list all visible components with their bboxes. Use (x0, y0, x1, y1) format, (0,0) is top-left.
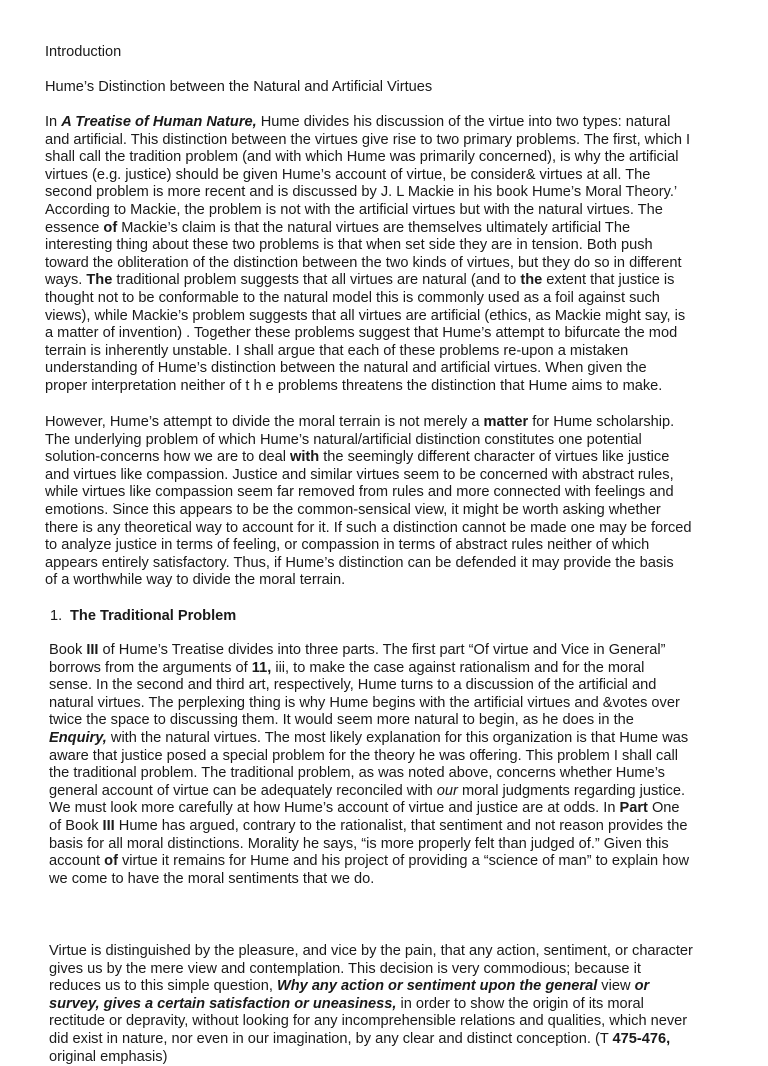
text-line (49, 660, 689, 678)
text-run: in order to show the origin of its moral (396, 995, 644, 1012)
text-run: The underlying problem of which Hume’s natural/artificial distinction constitutes one potential (45, 431, 642, 448)
text-line (49, 978, 693, 996)
text-line (49, 871, 689, 889)
text-line (45, 360, 690, 378)
text-run: In (45, 114, 62, 130)
text-run: interesting thing about these two problems is that when set side they are in tension. Both push (45, 237, 653, 254)
emphasis-run: of (103, 219, 118, 236)
text-line (49, 642, 689, 660)
text-run: the traditional problem. The traditional problem, as was noted above, concerns whether Hume’s (49, 765, 665, 782)
text-run: borrows from the arguments of (49, 659, 252, 676)
text-line (49, 712, 689, 730)
text-line (49, 1031, 693, 1049)
text-run: we come to have the moral sentiments that we do. (49, 870, 375, 887)
text-run: toward the obliteration of the distinction between the two kinds of virtues, but they do so in different (45, 254, 682, 271)
text-line (45, 132, 690, 150)
text-run: Book (49, 642, 87, 658)
text-run: original emphasis) (49, 1048, 168, 1065)
text-run: solution-concerns how we are to deal (45, 449, 290, 466)
text-line (45, 520, 692, 538)
text-line (49, 695, 689, 713)
text-run: understanding of Hume’s distinction between the natural and artificial virtues. When given the (45, 360, 647, 377)
text-line (45, 484, 692, 502)
text-run: natural virtues. The perplexing thing is why Hume begins with the artificial virtues and &votes over (49, 694, 680, 711)
traditional-problem-heading (50, 608, 236, 626)
text-line (45, 149, 690, 167)
text-line (45, 502, 692, 520)
text-run: with the natural virtues. The most likely explanation for this organization is that Hume was (106, 729, 689, 746)
text-run: the seemingly different character of virtues like justice (319, 449, 670, 466)
text-run: virtue it remains for Hume and his project of providing a “science of man” to explain how (117, 853, 689, 870)
text-line (49, 1013, 693, 1031)
text-run: views), while Mackie’s problem suggests that all virtues are artificial (ethics, as Mackie might say, is (45, 307, 686, 324)
emphasis-run: Why any action or sentiment upon the general (276, 978, 598, 995)
section-heading: Hume’s Distinction between the Natural and Artificial Virtues (45, 79, 433, 95)
text-line (49, 730, 689, 748)
text-run: while virtues like compassion seem far removed from rules and more connected with feelings and (45, 484, 674, 501)
text-run: iii, to make the case against rationalism and for the moral (271, 659, 645, 676)
text-line (45, 255, 690, 273)
text-run: a matter of invention) . Together these problems suggest that Hume’s attempt to bifurcate the mod (45, 325, 678, 342)
text-run: of a worthwhile way to divide the moral terrain. (45, 572, 346, 589)
text-run: Mackie’s claim is that the natural virtues are themselves ultimately artificial The (117, 219, 631, 236)
text-run: proper interpretation neither of t h e problems threatens the distinction that Hume aims to make. (45, 377, 663, 394)
emphasis-run: 475-476, (612, 1030, 671, 1047)
emphasis-run: Part (619, 800, 648, 817)
text-line (45, 414, 692, 432)
text-line (45, 237, 690, 255)
text-line (45, 290, 690, 308)
text-run: Hume has argued, contrary to the rationalist, that sentiment and not reason provides the (114, 817, 688, 834)
text-run: thought not to be conformable to the natural model this is commonly used as a foil against such (45, 289, 660, 306)
text-line (45, 449, 692, 467)
text-run: second problem is more recent and is discussed by J. L Mackie in his book Hume’s Moral Theory.’ (45, 184, 678, 201)
text-line (45, 184, 690, 202)
emphasis-run: our (436, 782, 458, 799)
paragraph-2 (45, 414, 692, 590)
text-line (45, 202, 690, 220)
text-line (45, 343, 690, 361)
text-line (45, 167, 690, 185)
text-run: virtues (e.g. justice) should be given Hume’s account of virtue, be consider& virtues at all. The (45, 166, 651, 183)
text-line (49, 853, 689, 871)
text-run: account (49, 853, 105, 870)
text-run: rectitude or depravity, without looking for any incomprehensible relations and qualities, which never (49, 1013, 688, 1030)
text-line (45, 467, 692, 485)
text-run: moral judgments regarding justice. (457, 782, 686, 799)
text-line (49, 800, 689, 818)
text-run: reduces us to this simple question, (49, 978, 277, 995)
text-run: We must look more carefully at how Hume’s account of virtue and justice are at odds. In (49, 800, 620, 817)
emphasis-run: matter (483, 414, 529, 430)
intro-heading: Introduction (45, 44, 122, 60)
text-run: of Book (49, 817, 103, 834)
text-line (45, 308, 690, 326)
text-run: shall call the tradition problem (and with which Hume was primarily concerned), is why the artificial (45, 149, 679, 166)
text-run: According to Mackie, the problem is not with the artificial virtues but with the natural virtues. The (45, 201, 663, 218)
text-run: However, Hume’s attempt to divide the moral terrain is not merely a (45, 414, 484, 430)
text-run: to analyze justice in terms of feeling, or compassion in terms of abstract rules neither of which (45, 537, 650, 554)
text-run: One (647, 800, 680, 817)
text-line (49, 818, 689, 836)
text-run: basis for all moral distinctions. Morality he says, “is more properly felt than judged of.” Given this (49, 835, 669, 852)
text-run: gives us by the mere view and contemplation. This decision is very commodious; because it (49, 960, 641, 977)
text-line (49, 765, 689, 783)
text-run: Virtue is distinguished by the pleasure, and vice by the pain, that any action, sentiment, or character (49, 943, 693, 959)
text-run: aware that justice posed a special problem for the theory he was offering. This problem I shall call (49, 747, 678, 764)
text-run: sense. In the second and third art, respectively, Hume turns to a discussion of the artificial and (49, 677, 657, 694)
text-line (45, 220, 690, 238)
text-line (45, 572, 692, 590)
text-line (49, 677, 689, 695)
text-run: traditional problem suggests that all virtues are natural (and to (112, 272, 521, 289)
text-run: essence (45, 219, 104, 236)
text-run: view (597, 978, 635, 995)
text-run: emotions. Since this appears to be the common-sensical view, it might be worth asking whether (45, 501, 661, 518)
text-line (49, 1049, 693, 1066)
text-run: general account of virtue can be adequately reconciled with (49, 782, 437, 799)
paragraph-1 (45, 114, 690, 396)
heading-number: 1. (50, 608, 63, 624)
text-run: Hume divides his discussion of the virtue into two types: natural (256, 114, 671, 130)
emphasis-run: 11, (251, 659, 272, 676)
emphasis-run: of (104, 853, 118, 870)
emphasis-run: The (86, 272, 113, 289)
emphasis-run: A Treatise of Human Nature, (61, 114, 257, 130)
emphasis-run: the (520, 272, 543, 289)
text-line (49, 943, 693, 961)
text-line (49, 836, 689, 854)
text-run: of Hume’s Treatise divides into three parts. The first part “Of virtue and Vice in General” (98, 642, 666, 658)
text-run: did exist in nature, nor even in our imagination, by any clear and distinct conception. (T (49, 1030, 613, 1047)
heading-title: The Traditional Problem (70, 608, 237, 624)
text-line (45, 114, 690, 132)
text-line (45, 432, 692, 450)
text-line (49, 748, 689, 766)
text-line (49, 996, 693, 1014)
emphasis-run: III (102, 817, 115, 834)
text-line (45, 537, 692, 555)
text-line (49, 961, 693, 979)
block-quote (49, 943, 693, 1066)
text-run: appears entirely satisfactory. Thus, if Hume’s distinction can be defended it may provide the basis (45, 554, 674, 571)
text-run: twice the space to discussing them. It would seem more natural to begin, as he does in the (49, 712, 634, 729)
text-line (45, 272, 690, 290)
text-run: ways. (45, 272, 87, 289)
emphasis-run: or (634, 978, 650, 995)
text-line (49, 783, 689, 801)
text-run: for Hume scholarship. (528, 414, 675, 430)
text-line (45, 378, 690, 396)
paragraph-3 (49, 642, 689, 888)
emphasis-run: survey, gives a certain satisfaction or uneasiness, (49, 995, 397, 1012)
emphasis-run: Enquiry, (49, 729, 107, 746)
text-line (45, 555, 692, 573)
text-run: there is any theoretical way to account for it. If such a distinction cannot be made one may be forced (45, 519, 692, 536)
text-run: and virtues like compassion. Justice and similar virtues seem to be concerned with abstract rules, (45, 466, 674, 483)
text-line (45, 325, 690, 343)
text-run: extent that justice is (542, 272, 675, 289)
text-run: and artificial. This distinction between the virtues give rise to two primary problems. The first, which I (45, 131, 691, 148)
emphasis-run: with (290, 449, 320, 466)
text-run: terrain is inherently unstable. I shall argue that each of these problems re-upon a mistaken (45, 342, 629, 359)
emphasis-run: III (86, 642, 99, 658)
